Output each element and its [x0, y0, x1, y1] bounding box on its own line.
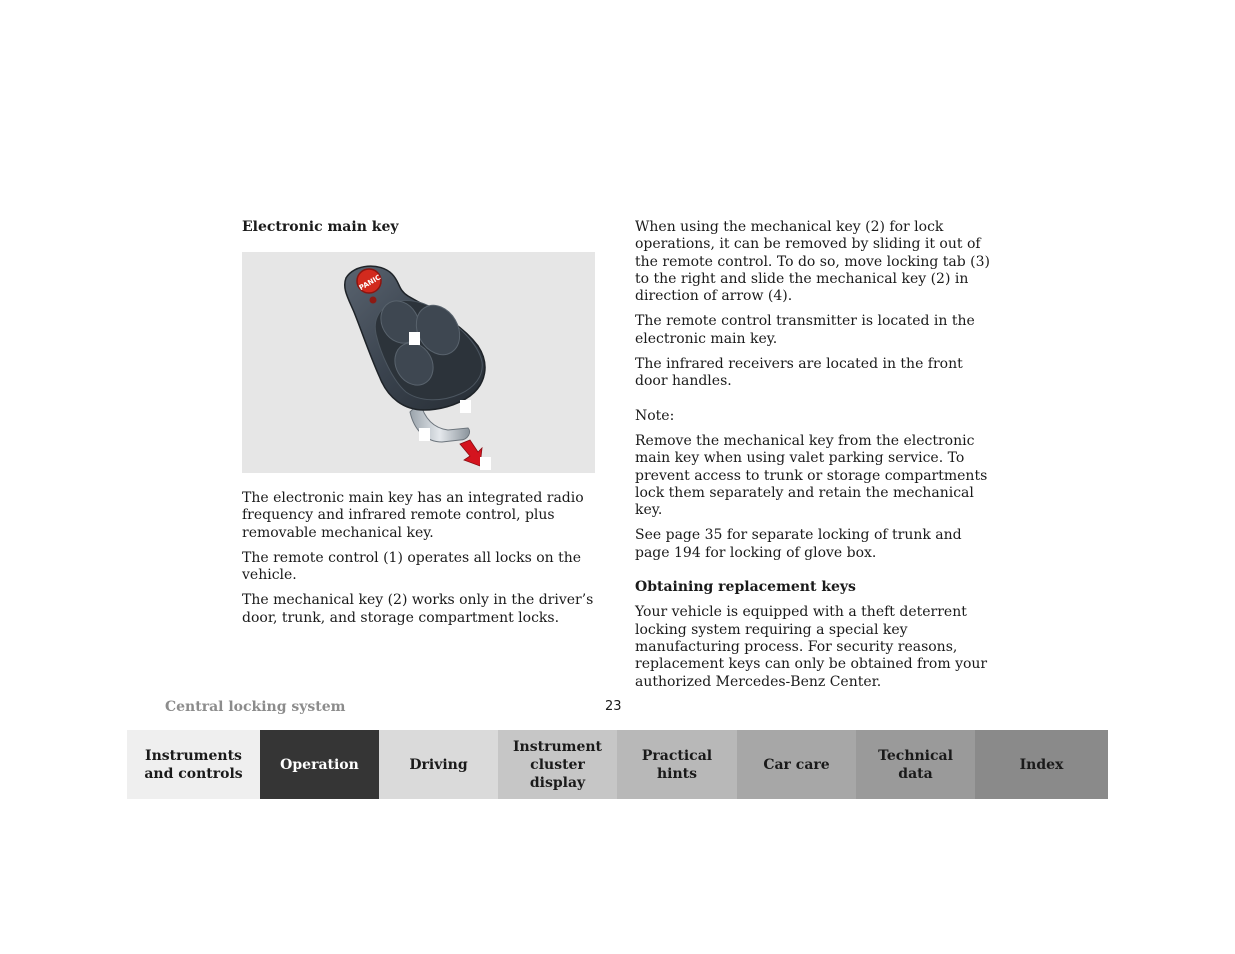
reference-box-3	[419, 428, 430, 441]
paragraph: Remove the mechanical key from the electronic main key when using valet parking service. To prevent access to trunk or storage compartments lock them separately and retain the mechanical key.	[635, 432, 988, 519]
reference-box-1	[409, 332, 420, 345]
paragraph: Your vehicle is equipped with a theft deterrent locking system requiring a special key manufacturing process. For security reasons, replacement keys can only be obtained from your authorized Mercedes-Benz Center.	[635, 604, 988, 690]
chapter-navigation	[127, 730, 1108, 799]
left-body	[242, 490, 602, 635]
reference-box-4	[480, 457, 491, 470]
nav-tab-driving[interactable]: Driving	[379, 730, 498, 799]
paragraph: When using the mechanical key (2) for lock operations, it can be removed by sliding it out of the remote control. To do so, move locking tab (3) to the right and slide the mechanical key (2) in direction of arrow (4).	[635, 219, 991, 305]
paragraph: See page 35 for separate locking of trunk and page 194 for locking of glove box.	[635, 527, 962, 561]
electronic-key-drawing	[242, 252, 595, 473]
indicator-led	[370, 297, 377, 304]
paragraph: The mechanical key (2) works only in the driver’s door, trunk, and storage compartment locks.	[242, 592, 594, 626]
nav-tab-index[interactable]: Index	[975, 730, 1108, 799]
page-number: 23	[605, 699, 622, 714]
slide-direction-arrow	[460, 440, 482, 466]
paragraph: The remote control transmitter is located in the electronic main key.	[635, 313, 975, 347]
reference-box-2	[460, 400, 471, 413]
paragraph: The remote control (1) operates all locks on the vehicle.	[242, 549, 582, 584]
nav-tab-instruments-and-controls[interactable]: Instruments and controls	[127, 730, 260, 799]
key-illustration	[242, 252, 595, 473]
left-column	[242, 219, 602, 236]
subheading: Obtaining replacement keys	[635, 579, 856, 596]
nav-tab-operation[interactable]: Operation	[260, 730, 379, 799]
note-label: Note:	[635, 407, 675, 424]
nav-tab-car-care[interactable]: Car care	[737, 730, 856, 799]
nav-tab-technical-data[interactable]: Technical data	[856, 730, 975, 799]
nav-tab-instrument-cluster-display[interactable]: Instrument cluster display	[498, 730, 617, 799]
section-heading: Electronic main key	[242, 219, 399, 235]
nav-tab-practical-hints[interactable]: Practical hints	[617, 730, 737, 799]
right-column	[635, 219, 997, 699]
section-title: Central locking system	[165, 699, 346, 715]
panic-label: PANIC	[357, 273, 383, 293]
paragraph: The electronic main key has an integrated radio frequency and infrared remote control, plus removable mechanical key.	[242, 490, 584, 541]
paragraph: The infrared receivers are located in the front door handles.	[635, 356, 963, 390]
